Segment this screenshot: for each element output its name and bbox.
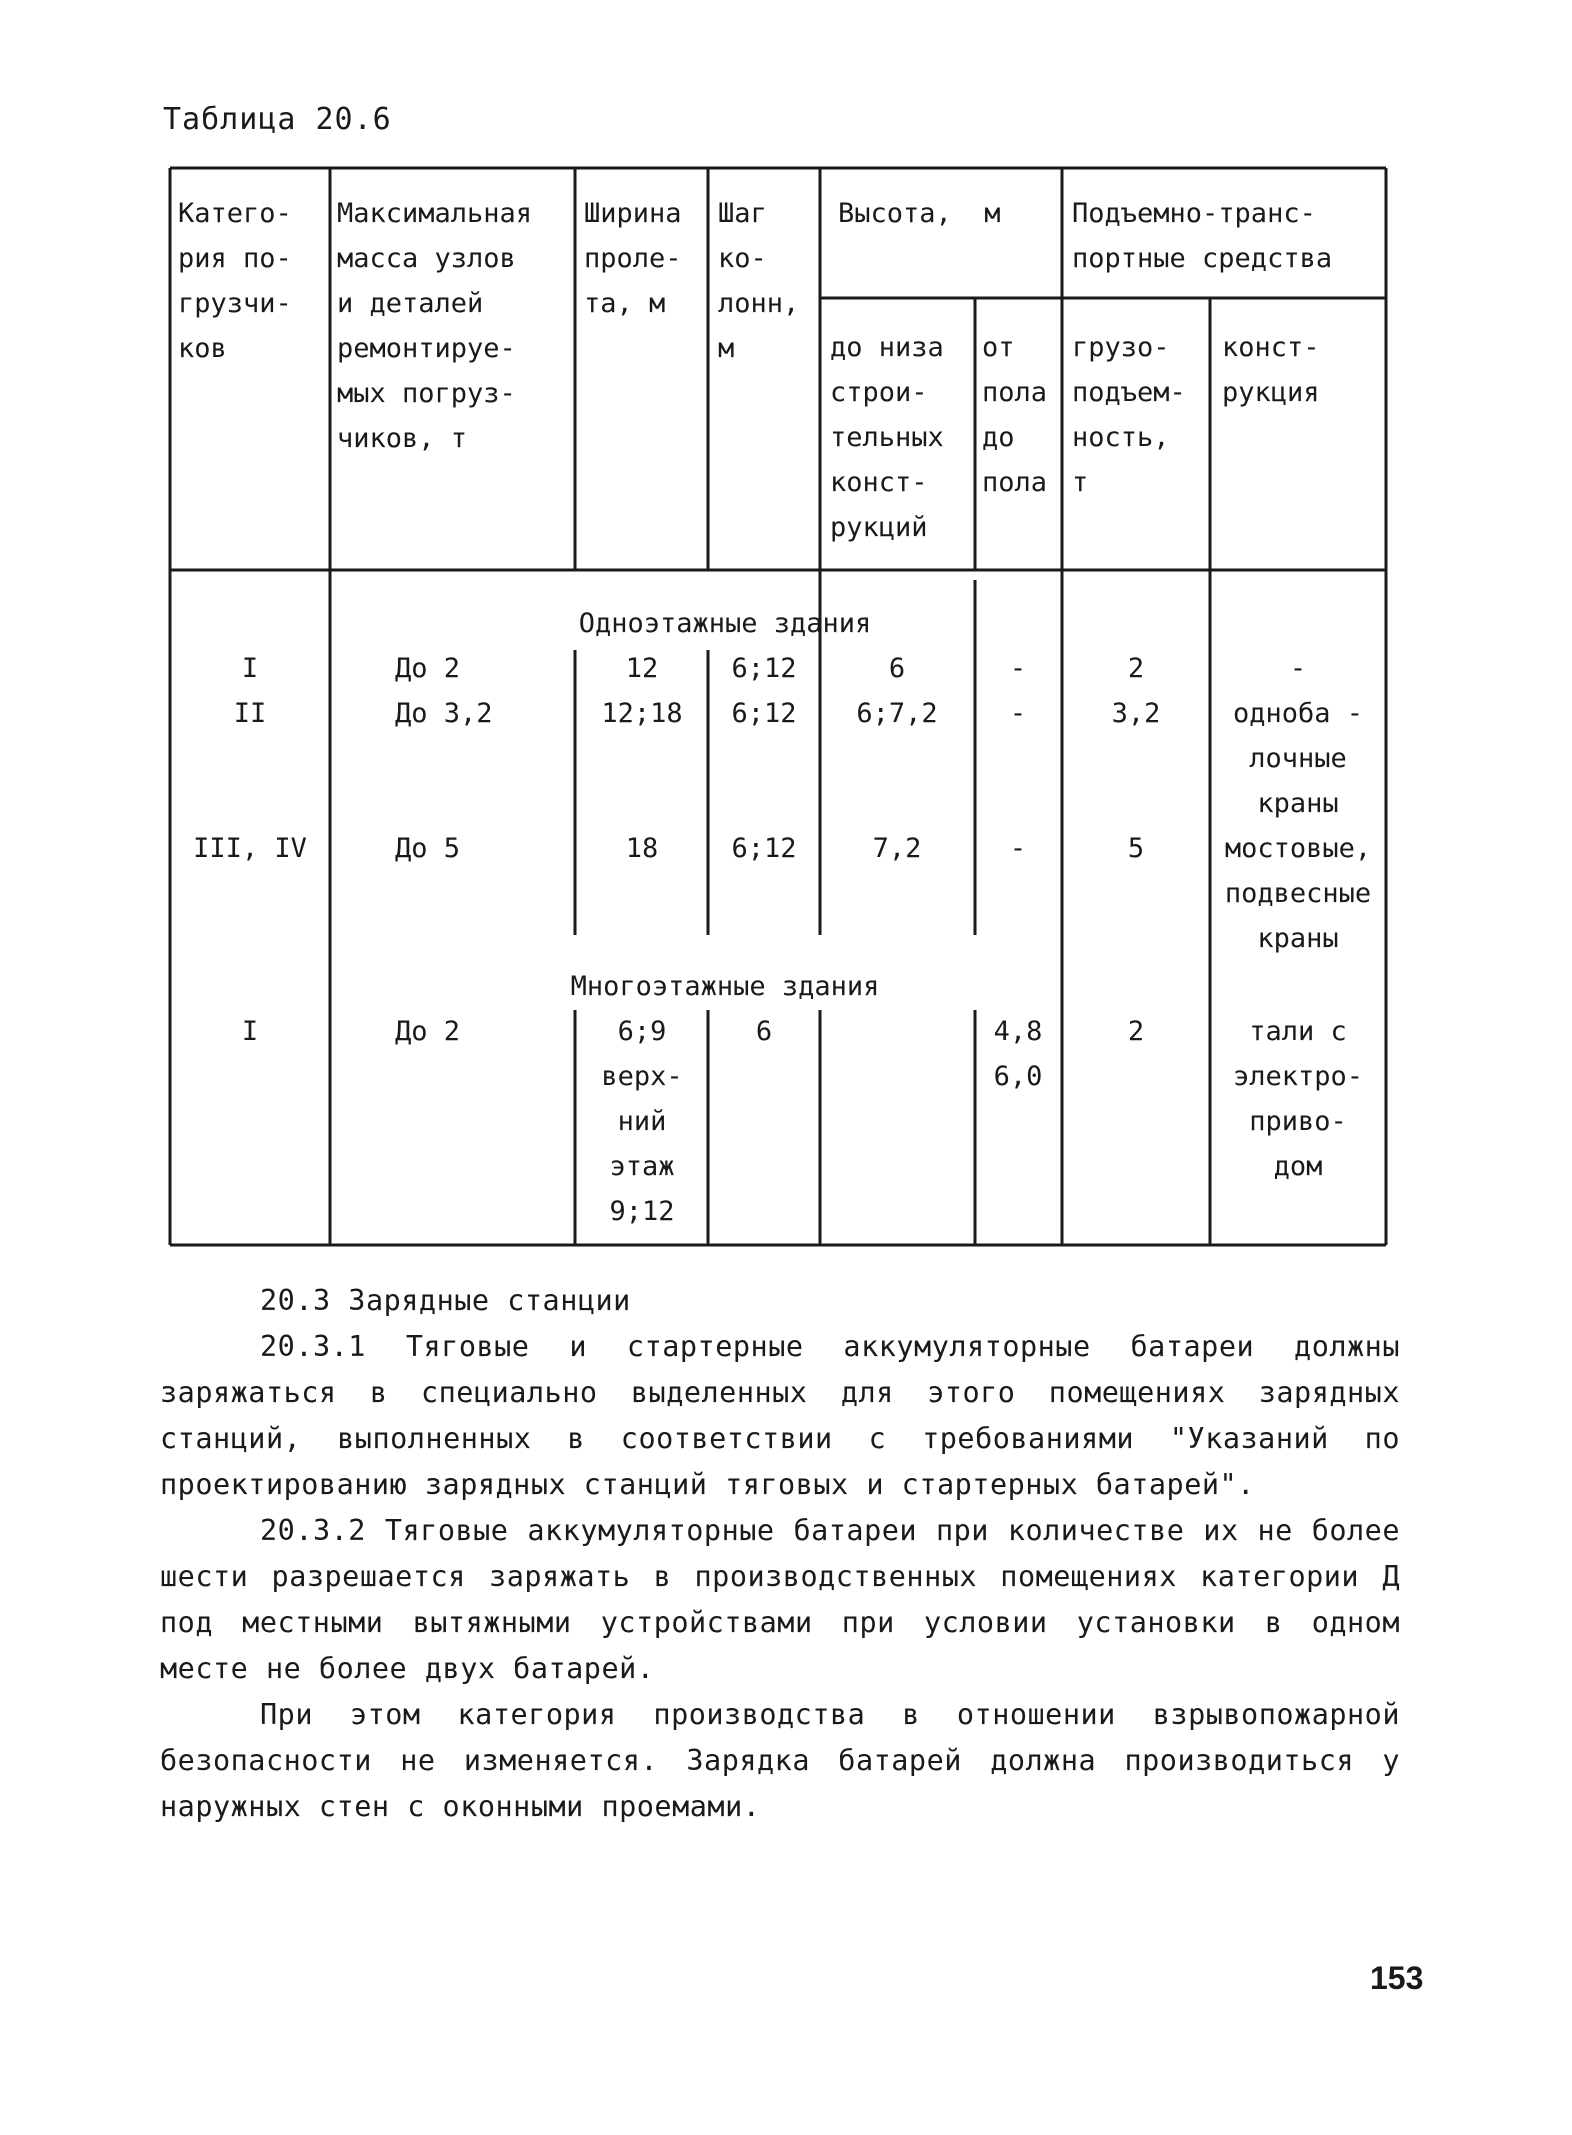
header-column-step: лонн, (718, 288, 800, 319)
header-max-mass: и деталей (337, 288, 484, 319)
header-capacity: грузо- (1072, 332, 1170, 363)
page-number: 153 (1370, 1960, 1424, 1996)
cell-category: I (241, 1016, 259, 1047)
cell-mass: До 2 (395, 653, 461, 684)
header-category: рия по- (178, 243, 292, 274)
paragraph-20-3-1: 20.3.1 Тяговые и стартерные аккумуляторные батареи должны заряжаться в специально выделенных для этого помещениях зарядных станций, выполненных в соответствии с требованиями "Указаний по проектированию зарядных станций тяговых и стартерных батарей". (160, 1330, 1400, 1501)
cell-h-floor: 6,0 (993, 1061, 1043, 1092)
header-height-bottom: рукций (830, 512, 928, 543)
header-category: Катего- (178, 198, 292, 229)
header-height-floor: до (982, 422, 1015, 453)
table-cells (178, 198, 1371, 1227)
cell-capacity: 5 (1127, 833, 1145, 864)
header-max-mass: масса узлов (337, 243, 516, 274)
cell-construction: дом (1273, 1151, 1323, 1182)
header-height-floor: пола (982, 377, 1048, 408)
header-capacity: т (1072, 467, 1089, 498)
cell-span: 9;12 (609, 1196, 675, 1227)
cell-h-floor: - (1009, 653, 1027, 684)
cell-h-floor: 4,8 (993, 1016, 1043, 1047)
header-span-width: та, м (584, 288, 666, 319)
cell-h-bottom: 6;7,2 (856, 698, 938, 729)
header-max-mass: чиков, т (337, 423, 468, 454)
cell-span: 12;18 (601, 698, 683, 729)
header-max-mass: Максимальная (337, 198, 533, 229)
section-title: Многоэтажные здания (570, 971, 880, 1002)
header-construction: конст- (1222, 332, 1320, 363)
header-height-bottom: до низа (830, 332, 944, 363)
cell-construction: краны (1257, 788, 1339, 819)
cell-category: I (241, 653, 259, 684)
cell-span: верх- (601, 1061, 683, 1092)
cell-category: III, IV (193, 833, 307, 864)
cell-mass: До 2 (395, 1016, 461, 1047)
header-lifting-group: Подъемно-транс- (1072, 198, 1316, 229)
cell-category: II (233, 698, 267, 729)
cell-step: 6;12 (731, 698, 797, 729)
header-capacity: ность, (1072, 422, 1170, 453)
cell-mass: До 5 (395, 833, 461, 864)
header-height-bottom: конст- (830, 467, 928, 498)
cell-construction: тали с (1249, 1016, 1347, 1047)
header-height-group: Высота, м (838, 198, 1001, 229)
cell-span: этаж (609, 1151, 675, 1182)
header-span-width: проле- (584, 243, 682, 274)
cell-h-floor: - (1009, 698, 1027, 729)
cell-h-bottom: 6 (888, 653, 906, 684)
cell-construction: лочные (1249, 743, 1347, 774)
cell-construction: одноба - (1232, 698, 1364, 729)
header-construction: рукция (1222, 377, 1320, 408)
header-height-bottom: тельных (830, 422, 944, 453)
header-category: грузчи- (178, 288, 292, 319)
paragraph-explosion-safety: При этом категория производства в отношении взрывопожарной безопасности не изменяется. Зарядка батарей должна производиться у наружных стен с оконными проемами. (160, 1698, 1400, 1823)
header-height-floor: пола (982, 467, 1048, 498)
header-category: ков (178, 333, 227, 364)
cell-step: 6;12 (731, 653, 797, 684)
header-max-mass: мых погруз- (337, 378, 516, 409)
header-column-step: Шаг (718, 198, 767, 229)
cell-construction: подвесные (1224, 878, 1372, 909)
cell-span: ний (617, 1106, 667, 1137)
cell-step: 6;12 (731, 833, 797, 864)
cell-span: 6;9 (617, 1016, 667, 1047)
header-column-step: м (718, 333, 735, 364)
cell-capacity: 3,2 (1111, 698, 1161, 729)
section-title: Одноэтажные здания (578, 608, 872, 639)
cell-construction: электро- (1232, 1061, 1364, 1092)
cell-capacity: 2 (1127, 1016, 1145, 1047)
header-height-bottom: строи- (830, 377, 928, 408)
cell-construction: - (1289, 653, 1307, 684)
cell-construction: мостовые, (1224, 833, 1372, 864)
cell-construction: краны (1257, 923, 1339, 954)
cell-span: 18 (625, 833, 659, 864)
header-lifting-group: портные средства (1072, 243, 1333, 274)
cell-h-bottom: 7,2 (872, 833, 922, 864)
section-heading (160, 1278, 1400, 1324)
header-span-width: Ширина (584, 198, 682, 229)
header-capacity: подъем- (1072, 377, 1186, 408)
table-caption: Таблица 20.6 (163, 102, 392, 137)
header-max-mass: ремонтируе- (337, 333, 516, 364)
header-height-floor: от (982, 332, 1015, 363)
cell-h-floor: - (1009, 833, 1027, 864)
cell-step: 6 (755, 1016, 773, 1047)
cell-mass: До 3,2 (395, 698, 493, 729)
cell-construction: приво- (1249, 1106, 1347, 1137)
section-heading-text: 20.3 Зарядные станции (260, 1284, 631, 1317)
header-column-step: ко- (718, 243, 767, 274)
paragraph-20-3-2: 20.3.2 Тяговые аккумуляторные батареи при количестве их не более шести разрешается заряжать в производственных помещениях категории Д под местными вытяжными устройствами при условии установки в одном месте не более двух батарей. (160, 1514, 1400, 1685)
cell-capacity: 2 (1127, 653, 1145, 684)
cell-span: 12 (625, 653, 659, 684)
